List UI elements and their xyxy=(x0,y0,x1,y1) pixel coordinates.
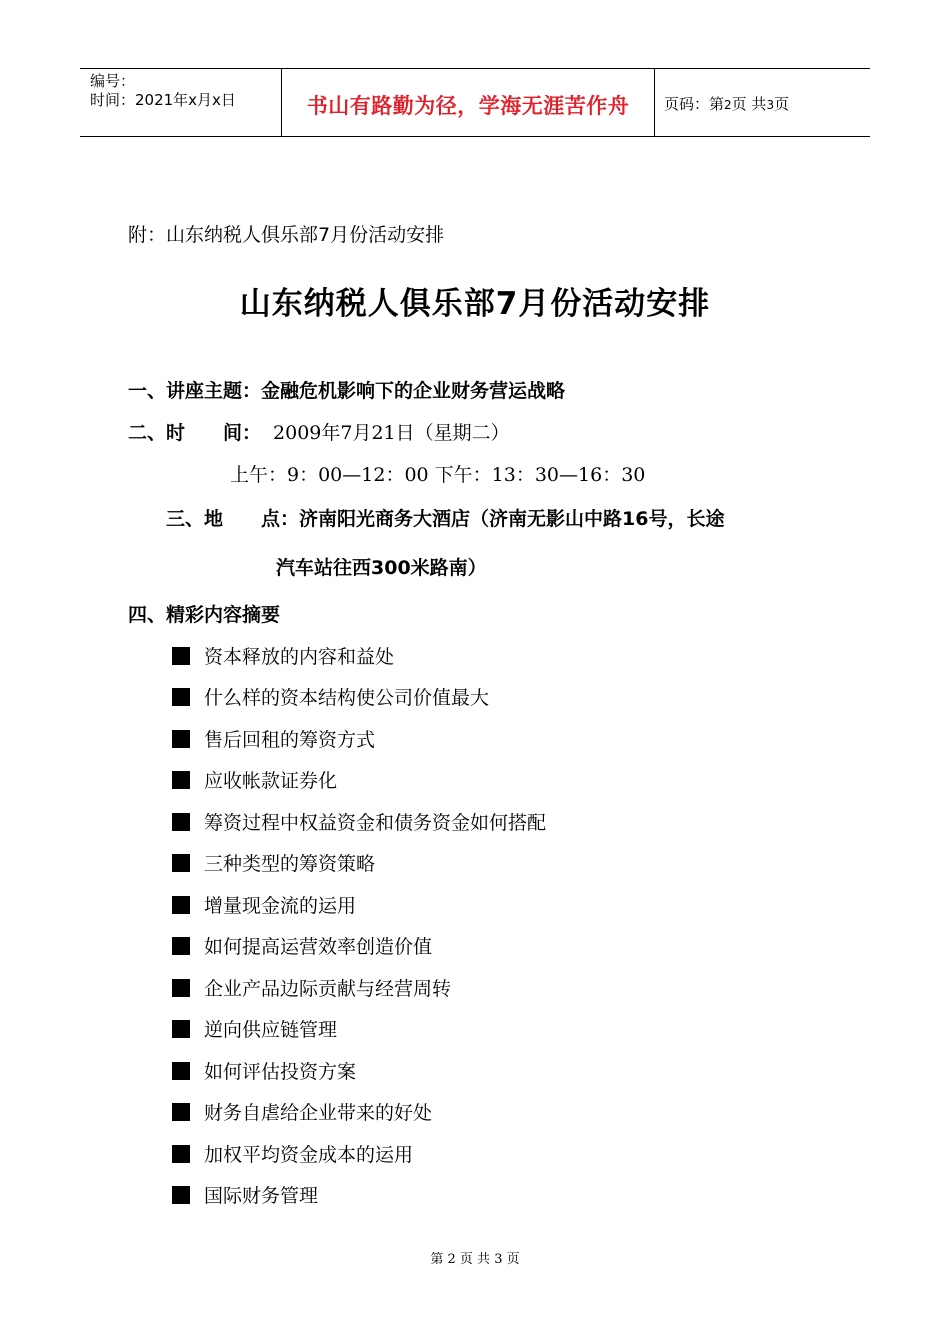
square-bullet-icon xyxy=(172,1062,190,1080)
page-footer: 第 2 页 共 3 页 xyxy=(430,1252,520,1267)
section-time-label: 二、时 间： xyxy=(128,422,262,444)
list-item: 财务自虐给企业带来的好处 xyxy=(172,1098,432,1125)
page-total: 3 xyxy=(766,98,775,112)
list-item: 售后回租的筹资方式 xyxy=(172,725,375,752)
list-item: 应收帐款证券化 xyxy=(172,766,337,793)
section-time xyxy=(128,418,510,445)
list-item: 逆向供应链管理 xyxy=(172,1015,337,1042)
list-item: 如何提高运营效率创造价值 xyxy=(172,932,432,959)
square-bullet-icon xyxy=(172,1020,190,1038)
section-location-line1: 三、地 点：济南阳光商务大酒店（济南无影山中路16号，长途 xyxy=(166,508,725,530)
number-label: 编号： xyxy=(90,72,136,90)
page-suffix: 页 xyxy=(774,95,790,113)
section-location-line2: 汽车站往西300米路南） xyxy=(276,557,487,579)
header-top-rule xyxy=(80,68,870,69)
section-topic: 一、讲座主题：金融危机影响下的企业财务营运战略 xyxy=(128,380,566,402)
list-item: 资本释放的内容和益处 xyxy=(172,642,394,669)
square-bullet-icon xyxy=(172,896,190,914)
page-mid: 页 共 xyxy=(731,95,767,113)
square-bullet-icon xyxy=(172,979,190,997)
square-bullet-icon xyxy=(172,854,190,872)
page-prefix: 页码：第 xyxy=(664,95,725,113)
header-bottom-rule xyxy=(80,136,870,137)
list-item: 增量现金流的运用 xyxy=(172,891,356,918)
list-item: 筹资过程中权益资金和债务资金如何搭配 xyxy=(172,808,546,835)
square-bullet-icon xyxy=(172,730,190,748)
list-item: 国际财务管理 xyxy=(172,1181,318,1208)
square-bullet-icon xyxy=(172,813,190,831)
page-title: 山东纳税人俱乐部7月份活动安排 xyxy=(239,286,711,322)
list-item: 三种类型的筹资策略 xyxy=(172,849,375,876)
list-item: 什么样的资本结构使公司价值最大 xyxy=(172,683,489,710)
square-bullet-icon xyxy=(172,1186,190,1204)
list-item: 如何评估投资方案 xyxy=(172,1057,356,1084)
time-label: 时间：2021年x月x日 xyxy=(90,91,236,109)
header-divider-right xyxy=(654,68,655,136)
square-bullet-icon xyxy=(172,1145,190,1163)
header-meta xyxy=(90,72,236,110)
square-bullet-icon xyxy=(172,688,190,706)
list-item: 加权平均资金成本的运用 xyxy=(172,1140,413,1167)
attachment-line: 附：山东纳税人俱乐部7月份活动安排 xyxy=(128,224,445,246)
square-bullet-icon xyxy=(172,1103,190,1121)
section-time-hours: 上午：9：00—12：00 下午：13：30—16：30 xyxy=(230,464,646,486)
square-bullet-icon xyxy=(172,937,190,955)
page-number: 2 xyxy=(724,98,732,112)
header-page-info xyxy=(664,93,789,114)
list-item: 企业产品边际贡献与经营周转 xyxy=(172,974,451,1001)
section-time-value: 2009年7月21日（星期二） xyxy=(273,422,510,444)
header-motto: 书山有路勤为径，学海无涯苦作舟 xyxy=(306,94,630,118)
square-bullet-icon xyxy=(172,771,190,789)
square-bullet-icon xyxy=(172,647,190,665)
section-summary-heading: 四、精彩内容摘要 xyxy=(128,604,281,626)
